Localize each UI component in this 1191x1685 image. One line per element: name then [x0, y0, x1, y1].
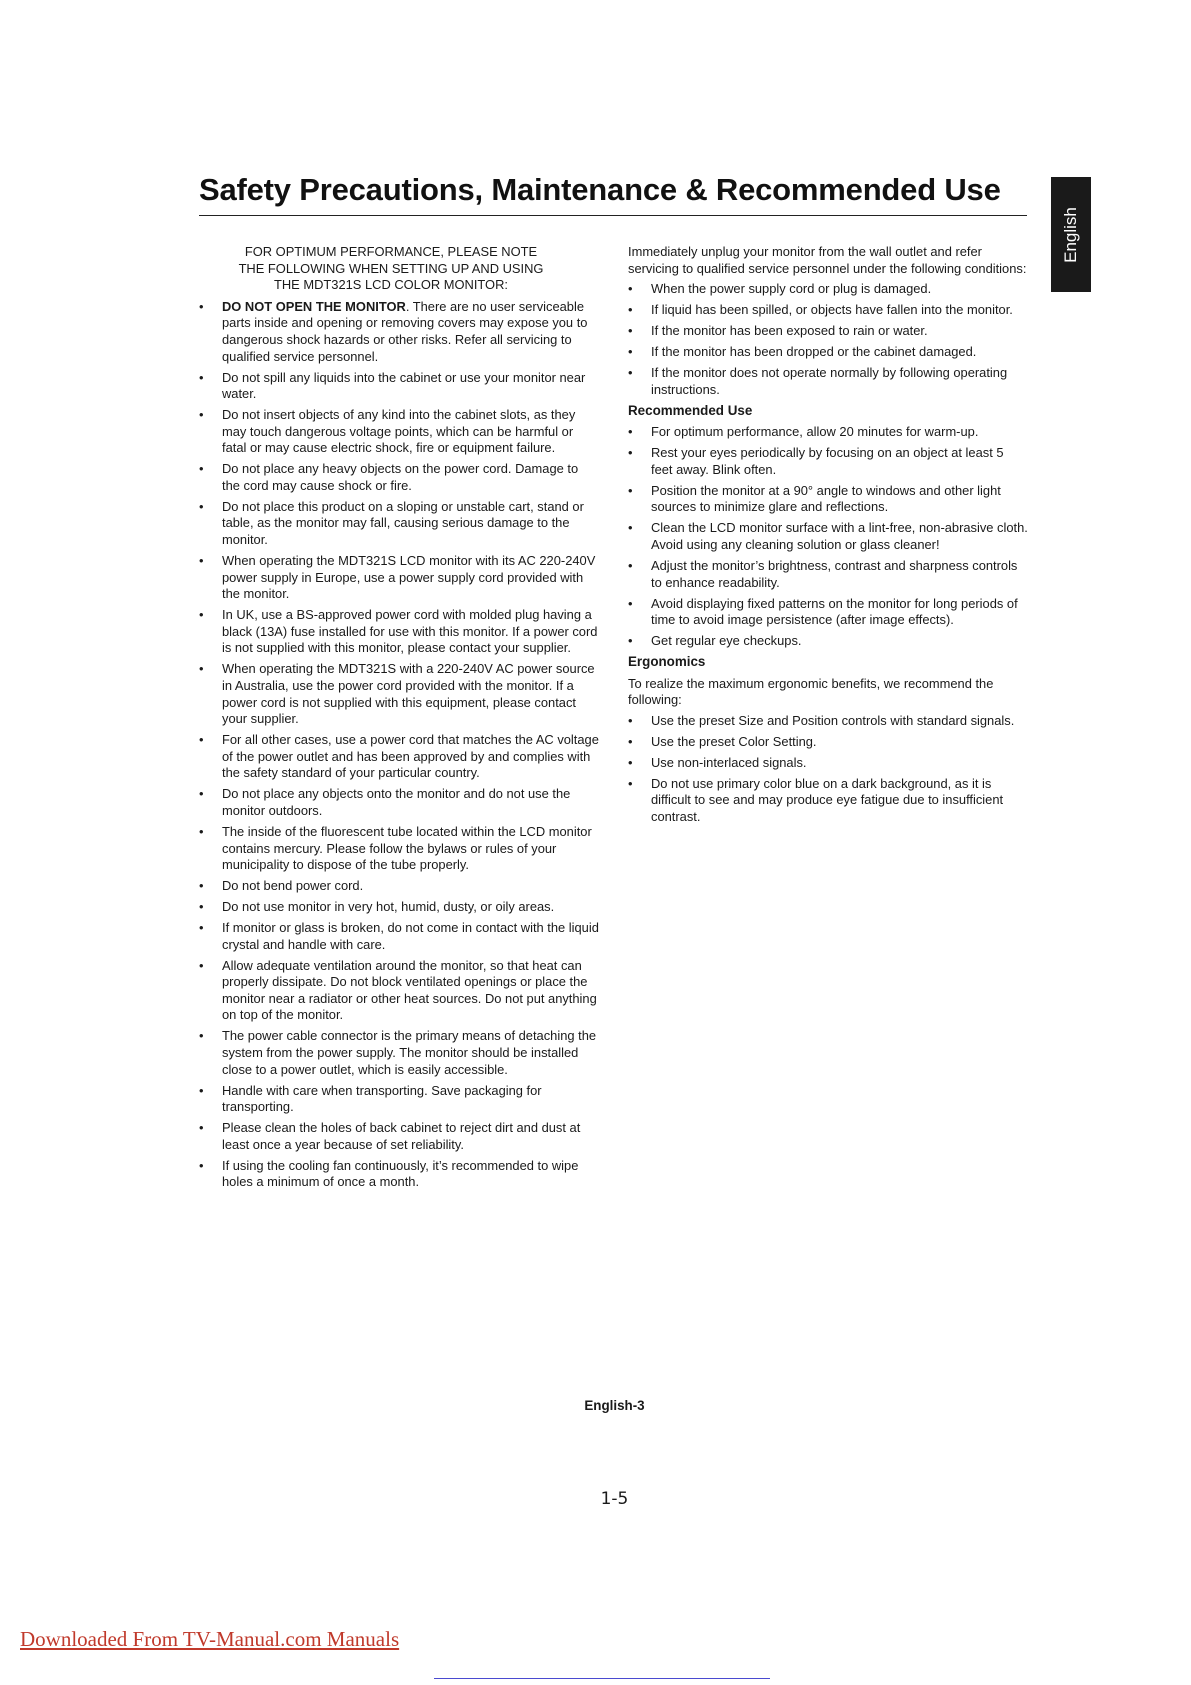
- bullet-icon: •: [199, 1120, 204, 1136]
- list-item-text: If liquid has been spilled, or objects have fallen into the monitor.: [651, 302, 1013, 318]
- list-item: [628, 755, 1028, 772]
- bullet-icon: •: [628, 520, 633, 536]
- bullet-icon: •: [199, 607, 204, 623]
- bullet-icon: •: [628, 302, 633, 318]
- list-item: [199, 1158, 599, 1191]
- bullet-icon: •: [628, 733, 633, 749]
- list-item-text: The power cable connector is the primary means of detaching the system from the power supply. The monitor should be installed close to a power outlet, which is easily accessible.: [222, 1028, 597, 1077]
- list-item-text: The inside of the fluorescent tube located within the LCD monitor contains mercury. Please follow the bylaws or rules of your municipality to dispose of the tube properly.: [222, 823, 592, 873]
- list-item-text: Get regular eye checkups.: [651, 633, 802, 649]
- list-item-text: When operating the MDT321S LCD monitor with its AC 220-240V power supply in Europe, use a power supply cord provided with the monitor.: [222, 553, 596, 602]
- bullet-icon: •: [199, 899, 204, 915]
- bullet-icon: •: [199, 920, 204, 936]
- list-item-text: Use the preset Color Setting.: [651, 733, 817, 749]
- unplug-conditions-list: [628, 281, 1028, 398]
- bullet-icon: •: [199, 661, 204, 677]
- bullet-icon: •: [628, 633, 633, 649]
- list-item-text: For optimum performance, allow 20 minutes for warm-up.: [651, 424, 979, 440]
- list-item: [199, 786, 599, 819]
- list-item: [628, 445, 1028, 478]
- list-item: [199, 407, 599, 457]
- list-item: [199, 1083, 599, 1116]
- download-source-link[interactable]: Downloaded From TV-Manual.com Manuals: [20, 1627, 400, 1651]
- right-column: [628, 244, 1028, 830]
- left-column: [199, 244, 599, 1195]
- bullet-icon: •: [628, 281, 633, 297]
- list-item-text: Do not use primary color blue on a dark background, as it is difficult to see and may produce eye fatigue due to insufficient contrast.: [651, 775, 1004, 825]
- ergonomics-list: [628, 713, 1028, 826]
- bullet-icon: •: [628, 595, 633, 611]
- intro-notice: [199, 244, 599, 294]
- bullet-icon: •: [628, 424, 633, 440]
- language-tab: [1051, 177, 1091, 292]
- bullet-icon: •: [199, 823, 204, 839]
- bullet-icon: •: [199, 369, 204, 385]
- list-item-text: Do not bend power cord.: [222, 878, 364, 894]
- list-item: [628, 633, 1028, 650]
- footer-page-label: English-3: [584, 1398, 645, 1413]
- safety-item-do-not-open: [199, 299, 599, 365]
- bullet-icon: •: [628, 445, 633, 461]
- warning-text: . There are no user serviceable parts inside and opening or removing covers may expose you to dangerous shock hazards or other risks. Refer all servicing to qualified service personnel.: [222, 298, 588, 364]
- bullet-icon: •: [199, 553, 204, 569]
- bullet-icon: •: [199, 1082, 204, 1098]
- bullet-icon: •: [199, 1028, 204, 1044]
- list-item-text: Do not spill any liquids into the cabinet or use your monitor near water.: [222, 369, 586, 402]
- list-item: [199, 824, 599, 874]
- list-item: [199, 899, 599, 916]
- list-item-text: Use the preset Size and Position controls with standard signals.: [651, 712, 1015, 728]
- list-item-text: Do not insert objects of any kind into the cabinet slots, as they may touch dangerous voltage points, which can be harmful or fatal or may cause electric shock, fire or equipment failure.: [222, 407, 576, 456]
- list-item: [628, 302, 1028, 319]
- bullet-icon: •: [199, 957, 204, 973]
- list-item-text: Do not use monitor in very hot, humid, dusty, or oily areas.: [222, 899, 555, 915]
- list-item: [628, 483, 1028, 516]
- list-item-text: Use non-interlaced signals.: [651, 754, 807, 770]
- list-item-text: When operating the MDT321S with a 220-240V AC power source in Australia, use the power cord provided with the monitor. If a power cord is not supplied with this equipment, please contact your supplier.: [222, 661, 595, 727]
- list-item-text: Adjust the monitor’s brightness, contrast and sharpness controls to enhance readability.: [651, 558, 1018, 590]
- list-item-text: When the power supply cord or plug is damaged.: [651, 281, 932, 297]
- list-item-text: If the monitor has been dropped or the cabinet damaged.: [651, 344, 977, 360]
- list-item: [199, 878, 599, 895]
- intro-line: THE MDT321S LCD COLOR MONITOR:: [274, 277, 508, 293]
- list-item: [199, 553, 599, 603]
- list-item-text: Avoid displaying fixed patterns on the monitor for long periods of time to avoid image persistence (after image effects).: [651, 595, 1018, 628]
- bullet-icon: •: [199, 461, 204, 477]
- list-item-text: Rest your eyes periodically by focusing on an object at least 5 feet away. Blink often.: [651, 445, 1004, 477]
- list-item: [628, 713, 1028, 730]
- list-item: [199, 607, 599, 657]
- list-item: [199, 499, 599, 549]
- bullet-icon: •: [199, 732, 204, 748]
- bottom-rule: [434, 1678, 770, 1679]
- page-title: Safety Precautions, Maintenance & Recommended Use: [199, 172, 1001, 207]
- bullet-icon: •: [628, 712, 633, 728]
- list-item: [628, 558, 1028, 591]
- page-number: 1-5: [600, 1489, 629, 1509]
- list-item-text: If using the cooling fan continuously, it’s recommended to wipe holes a minimum of once a month.: [222, 1157, 579, 1190]
- list-item-text: Please clean the holes of back cabinet to reject dirt and dust at least once a year because of set reliability.: [222, 1120, 581, 1152]
- list-item: [628, 281, 1028, 298]
- list-item-text: Do not place any objects onto the monitor and do not use the monitor outdoors.: [222, 786, 571, 818]
- bullet-icon: •: [628, 365, 633, 381]
- warning-emphasis: DO NOT OPEN THE MONITOR: [222, 298, 406, 314]
- list-item: [199, 920, 599, 953]
- list-item: [199, 958, 599, 1024]
- bullet-icon: •: [199, 786, 204, 802]
- list-item: [628, 520, 1028, 553]
- list-item: [199, 661, 599, 727]
- list-item-text: For all other cases, use a power cord that matches the AC voltage of the power outlet and has been approved by and complies with the safety standard of your particular country.: [222, 732, 599, 781]
- list-item-text: Clean the LCD monitor surface with a lint-free, non-abrasive cloth. Avoid using any cleaning solution or glass cleaner!: [651, 520, 1028, 553]
- list-item-text: Do not place any heavy objects on the power cord. Damage to the cord may cause shock or fire.: [222, 461, 579, 493]
- bullet-icon: •: [199, 1157, 204, 1173]
- bullet-icon: •: [628, 482, 633, 498]
- bullet-icon: •: [199, 298, 204, 314]
- list-item-text: Handle with care when transporting. Save packaging for transporting.: [222, 1082, 542, 1115]
- safety-list-continued: [199, 370, 599, 1191]
- bullet-icon: •: [199, 878, 204, 894]
- bullet-icon: •: [628, 775, 633, 791]
- list-item: [199, 732, 599, 782]
- ergonomics-heading: Ergonomics: [628, 654, 706, 670]
- recommended-use-list: [628, 424, 1028, 649]
- list-item-text: If the monitor does not operate normally by following operating instructions.: [651, 365, 1008, 397]
- bullet-icon: •: [628, 323, 633, 339]
- safety-list: [199, 299, 599, 365]
- list-item: [628, 424, 1028, 441]
- list-item: [628, 344, 1028, 361]
- list-item: [199, 461, 599, 494]
- list-item: [628, 734, 1028, 751]
- language-tab-label: English: [1061, 206, 1080, 263]
- intro-line: THE FOLLOWING WHEN SETTING UP AND USING: [238, 260, 544, 276]
- bullet-icon: •: [199, 407, 204, 423]
- bullet-icon: •: [628, 344, 633, 360]
- list-item: [628, 365, 1028, 398]
- list-item: [199, 370, 599, 403]
- unplug-intro: Immediately unplug your monitor from the wall outlet and refer servicing to qualified service personnel under the following conditions:: [628, 244, 1027, 276]
- recommended-use-heading: Recommended Use: [628, 402, 753, 418]
- bullet-icon: •: [199, 498, 204, 514]
- title-underline: [199, 215, 1027, 216]
- list-item-text: Position the monitor at a 90° angle to windows and other light sources to minimize glare and reflections.: [651, 482, 1001, 515]
- list-item: [628, 323, 1028, 340]
- list-item-text: In UK, use a BS-approved power cord with molded plug having a black (13A) fuse installed for use with this monitor. If a power cord is not supplied with this monitor, please contact your supplier.: [222, 607, 598, 656]
- list-item: [628, 596, 1028, 629]
- list-item-text: Allow adequate ventilation around the monitor, so that heat can properly dissipate. Do not block ventilated openings or place the monitor near a radiator or other heat sources. Do not put anything on top of the monitor.: [222, 957, 597, 1023]
- list-item: [199, 1120, 599, 1153]
- list-item: [199, 1028, 599, 1078]
- bullet-icon: •: [628, 558, 633, 574]
- ergonomics-intro: To realize the maximum ergonomic benefits, we recommend the following:: [628, 675, 994, 708]
- list-item: [628, 776, 1028, 826]
- list-item-text: Do not place this product on a sloping or unstable cart, stand or table, as the monitor may fall, causing serious damage to the monitor.: [222, 498, 584, 548]
- list-item-text: If the monitor has been exposed to rain or water.: [651, 323, 928, 339]
- intro-line: FOR OPTIMUM PERFORMANCE, PLEASE NOTE: [244, 244, 538, 259]
- list-item-text: If monitor or glass is broken, do not come in contact with the liquid crystal and handle with care.: [222, 920, 599, 952]
- bullet-icon: •: [628, 754, 633, 770]
